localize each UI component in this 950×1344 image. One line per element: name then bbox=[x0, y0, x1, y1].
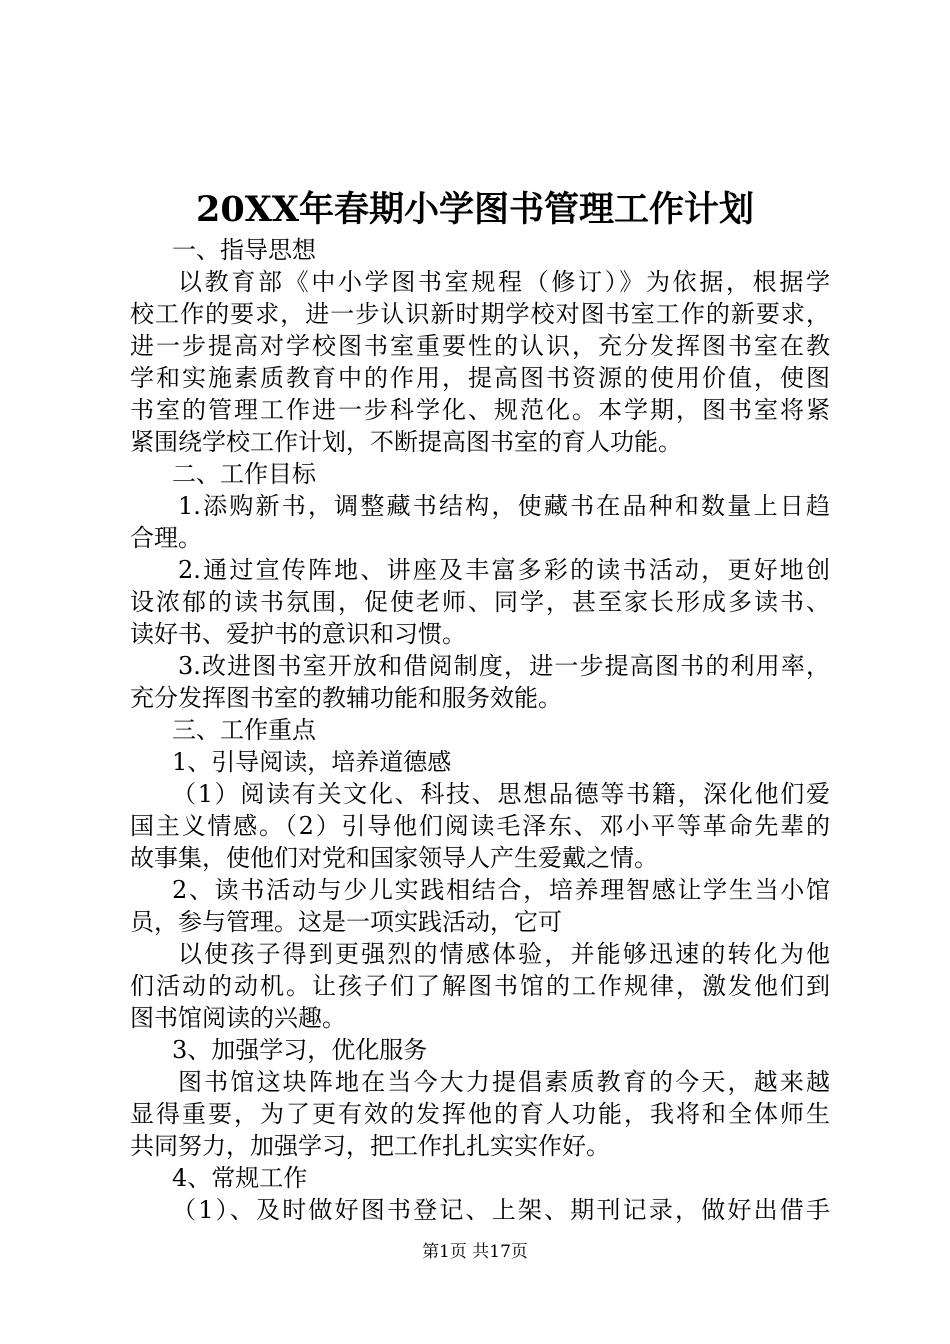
paragraph-line: 图书馆阅读的兴趣。 bbox=[130, 1004, 346, 1032]
subheading-reading-activities: 2、读书活动与少儿实践相结合，培养理智感让学生当小馆 bbox=[172, 876, 830, 904]
page-footer: 第1页 共17页 bbox=[422, 1242, 528, 1262]
paragraph-line: 2.通过宣传阵地、讲座及丰富多彩的读书活动，更好地创 bbox=[178, 556, 830, 584]
paragraph-line: 1.添购新书，调整藏书结构，使藏书在品种和数量上日趋 bbox=[178, 492, 830, 520]
subheading-routine-work: 4、常规工作 bbox=[172, 1164, 308, 1192]
paragraph-line: 校工作的要求，进一步认识新时期学校对图书室工作的新要求， bbox=[130, 300, 830, 328]
paragraph-line: 设浓郁的读书氛围，促使老师、同学，甚至家长形成多读书、 bbox=[130, 588, 830, 616]
document-title: 20XX年春期小学图书管理工作计划 bbox=[195, 189, 755, 230]
heading-work-focus: 三、工作重点 bbox=[172, 716, 316, 744]
paragraph-line: 合理。 bbox=[130, 524, 202, 552]
paragraph-line: 以使孩子得到更强烈的情感体验，并能够迅速的转化为他 bbox=[178, 940, 830, 968]
paragraph-line: 学和实施素质教育中的作用，提高图书资源的使用价值，使图 bbox=[130, 364, 830, 392]
subheading-strengthen-learning: 3、加强学习，优化服务 bbox=[172, 1036, 428, 1064]
paragraph-line: 充分发挥图书室的教辅功能和服务效能。 bbox=[130, 684, 562, 712]
paragraph-line: 员，参与管理。这是一项实践活动，它可 bbox=[130, 908, 562, 936]
paragraph-line: 国主义情感。（2）引导他们阅读毛泽东、邓小平等革命先辈的 bbox=[130, 812, 830, 840]
paragraph-line: 们活动的动机。让孩子们了解图书馆的工作规律，激发他们到 bbox=[130, 972, 830, 1000]
paragraph-line: 紧围绕学校工作计划，不断提高图书室的育人功能。 bbox=[130, 428, 682, 456]
paragraph-line: 故事集，使他们对党和国家领导人产生爱戴之情。 bbox=[130, 844, 658, 872]
paragraph-line: 图书馆这块阵地在当今大力提倡素质教育的今天，越来越 bbox=[178, 1068, 830, 1096]
document-body bbox=[130, 234, 830, 1226]
paragraph-line: 进一步提高对学校图书室重要性的认识，充分发挥图书室在教 bbox=[130, 332, 830, 360]
heading-guiding-ideology: 一、指导思想 bbox=[172, 236, 316, 264]
paragraph-line: （1）、及时做好图书登记、上架、期刊记录，做好出借手 bbox=[172, 1196, 830, 1224]
paragraph-line: 书室的管理工作进一步科学化、规范化。本学期，图书室将紧 bbox=[130, 396, 830, 424]
paragraph-line: 共同努力，加强学习，把工作扎扎实实作好。 bbox=[130, 1132, 610, 1160]
paragraph-line: 以教育部《中小学图书室规程（修订）》为依据，根据学 bbox=[178, 268, 830, 296]
paragraph-line: 显得重要，为了更有效的发挥他的育人功能，我将和全体师生 bbox=[130, 1100, 830, 1128]
paragraph-line: 读好书、爱护书的意识和习惯。 bbox=[130, 620, 466, 648]
subheading-guided-reading: 1、引导阅读，培养道德感 bbox=[172, 748, 452, 776]
paragraph-line: （1）阅读有关文化、科技、思想品德等书籍，深化他们爱 bbox=[172, 780, 830, 808]
paragraph-line: 3.改进图书室开放和借阅制度，进一步提高图书的利用率， bbox=[178, 652, 830, 680]
heading-work-goals: 二、工作目标 bbox=[172, 460, 316, 488]
